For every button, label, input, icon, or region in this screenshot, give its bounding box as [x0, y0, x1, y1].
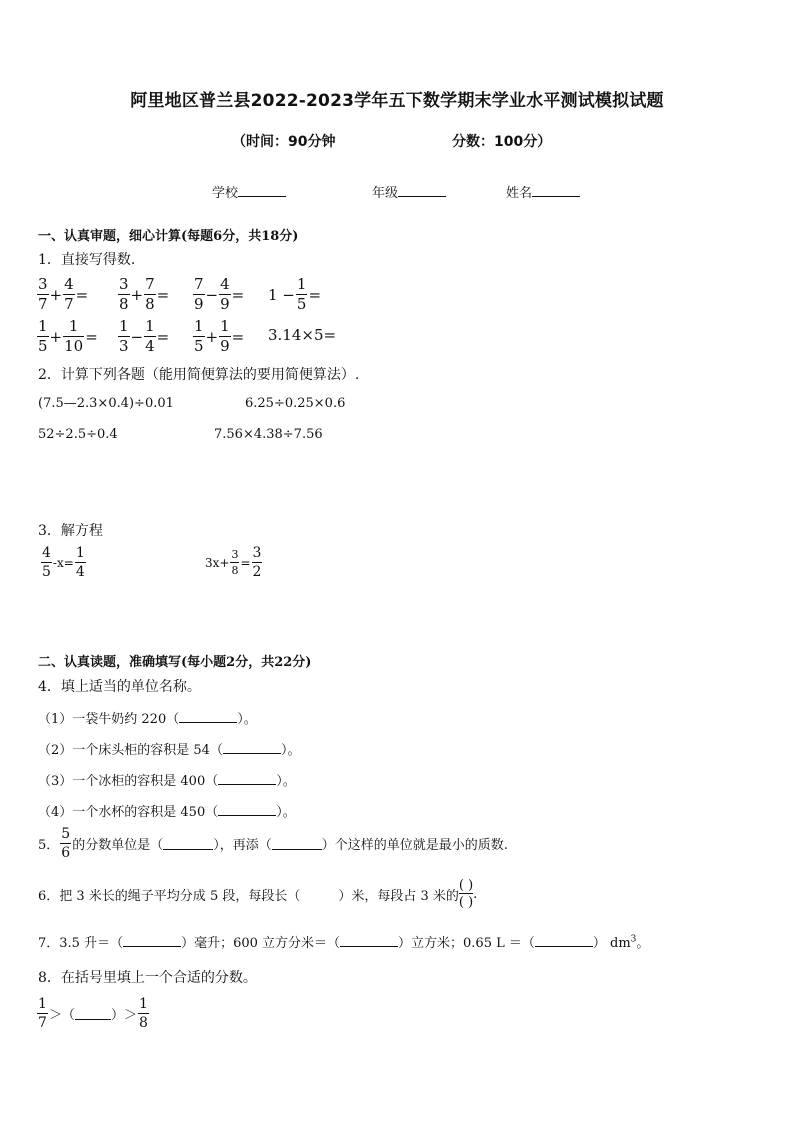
q8-inequality: $\frac{1}{7}$ ＞（ ）＞ $\frac{1}{8}$ — [38, 996, 148, 1031]
q4-stem: 4．填上适当的单位名称。 — [38, 679, 201, 695]
q4-blank-2[interactable] — [223, 741, 281, 754]
time-label: （时间：90分钟 — [232, 134, 336, 150]
q5-blank-2[interactable] — [272, 837, 322, 850]
q2-expr-3: 52÷2.5÷0.4 — [38, 427, 118, 442]
q4-item-1: （1）一袋牛奶约 220（ ）。 — [38, 712, 257, 727]
q4-item-4: （4）一个水杯的容积是 450（ ）。 — [38, 805, 296, 820]
name-blank[interactable] — [532, 184, 580, 197]
q1-item-6: $\frac{1}{3}$ − $\frac{1}{4}$ = — [119, 317, 170, 355]
q1-item-8: 3.14×5= — [268, 326, 337, 344]
q1-stem: 1．直接写得数. — [38, 252, 136, 268]
q1-item-5: $\frac{1}{5}$ + $\frac{1}{10}$ = — [38, 317, 98, 355]
name-field — [506, 182, 580, 201]
q5-blank-1[interactable] — [163, 837, 213, 850]
grade-blank[interactable] — [398, 184, 446, 197]
q4-blank-4[interactable] — [218, 803, 276, 816]
grade-field — [372, 182, 446, 201]
q1-item-1: $\frac{3}{7}$ + $\frac{4}{7}$ = — [38, 275, 89, 313]
q4-blank-3[interactable] — [218, 772, 276, 785]
q1-item-3: $\frac{7}{9}$ − $\frac{4}{9}$ = — [194, 275, 245, 313]
grade-label: 年级 — [372, 186, 399, 201]
school-field — [212, 182, 286, 201]
q3-equation-2: 3x+ $\frac{3}{8}$ = $\frac{3}{2}$ — [205, 545, 262, 580]
school-label: 学校 — [212, 186, 239, 201]
section-2-heading: 二、认真读题，准确填写(每小题2分，共22分) — [38, 655, 312, 670]
q1-item-4: 1 − $\frac{1}{5}$ = — [268, 275, 322, 313]
q4-item-2: （2）一个床头柜的容积是 54（ ）。 — [38, 743, 301, 758]
q7-blank-2[interactable] — [340, 934, 398, 947]
q3-equation-1: $\frac{4}{5}$ -x= $\frac{1}{4}$ — [42, 545, 85, 580]
q2-expr-4: 7.56×4.38÷7.56 — [214, 427, 323, 442]
page-title: 阿里地区普兰县2022-2023学年五下数学期末学业水平测试模拟试题 — [130, 91, 664, 111]
q2-expr-1: (7.5—2.3×0.4)÷0.01 — [38, 396, 174, 411]
q7-blank-3[interactable] — [535, 934, 593, 947]
q4-item-3: （3）一个冰柜的容积是 400（ ）。 — [38, 774, 296, 789]
q1-item-2: $\frac{3}{8}$ + $\frac{7}{8}$ = — [119, 275, 170, 313]
school-blank[interactable] — [238, 184, 286, 197]
q1-item-7: $\frac{1}{5}$ + $\frac{1}{9}$ = — [194, 317, 245, 355]
q4-blank-1[interactable] — [179, 710, 237, 723]
q8-stem: 8．在括号里填上一个合适的分数。 — [38, 970, 257, 986]
q5: 5． $\frac{5}{6}$ 的分数单位是（ ），再添（ ）个这样的单位就是最小的质数. — [38, 826, 508, 861]
score-label: 分数：100分） — [452, 134, 552, 150]
q6: 6．把 3 米长的绳子平均分成 5 段，每段长（ ）米，每段占 3 米的 $\frac{( )}{( )}$ . — [38, 878, 478, 911]
q2-stem: 2．计算下列各题（能用简便算法的要用简便算法）. — [38, 367, 360, 383]
q7-blank-1[interactable] — [123, 934, 181, 947]
name-label: 姓名 — [506, 186, 533, 201]
section-1-heading: 一、认真审题，细心计算(每题6分，共18分) — [38, 229, 299, 244]
q3-stem: 3．解方程 — [38, 523, 103, 539]
q7: 7．3.5 升＝（ ）毫升；600 立方分米＝（ ）立方米；0.65 L ＝（ ） $dm^3$。 — [38, 934, 650, 951]
q2-expr-2: 6.25÷0.25×0.6 — [245, 396, 346, 411]
q8-blank[interactable] — [75, 1007, 111, 1020]
